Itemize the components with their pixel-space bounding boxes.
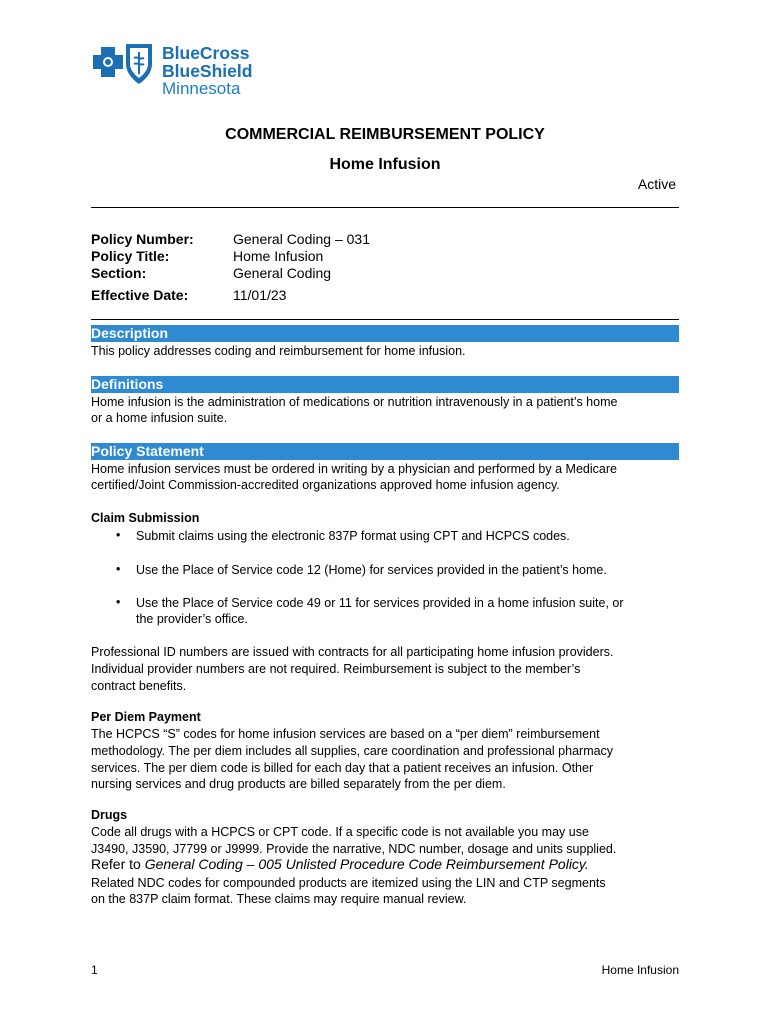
claim-bullet-2: Use the Place of Service code 12 (Home) for services provided in the patient’s home. <box>136 563 607 577</box>
policy-title-value: Home Infusion <box>233 248 324 264</box>
policy-statement-heading: Policy Statement <box>91 443 679 460</box>
referenced-policy: General Coding – 005 Unlisted Procedure Code Reimbursement Policy. <box>144 856 589 872</box>
section-label: Section: <box>91 265 147 281</box>
drugs-line-2: J3490, J3590, J7799 or J9999. Provide the narrative, NDC number, dosage and units supplied. <box>91 842 617 856</box>
divider-meta <box>91 319 679 320</box>
effective-date-label: Effective Date: <box>91 287 189 303</box>
bullet-glyph: • <box>116 595 121 609</box>
claim-bullet-1: Submit claims using the electronic 837P format using CPT and HCPCS codes. <box>136 529 570 543</box>
claim-bullet-3: Use the Place of Service code 49 or 11 for services provided in a home infusion suite, or <box>136 596 624 610</box>
claim-para-line-1: Professional ID numbers are issued with contracts for all participating home infusion providers. <box>91 645 614 659</box>
page-number: 1 <box>91 963 98 977</box>
policy-statement-line-2: certified/Joint Commission-accredited organizations approved home infusion agency. <box>91 478 560 492</box>
description-heading: Description <box>91 325 679 342</box>
drugs-line-1: Code all drugs with a HCPCS or CPT code. If a specific code is not available you may use <box>91 825 589 839</box>
drugs-refer-line <box>91 856 683 873</box>
divider-top <box>91 207 679 208</box>
drugs-line-4: Related NDC codes for compounded products are itemized using the LIN and CTP segments <box>91 876 606 890</box>
policy-number-value: General Coding – 031 <box>233 231 370 247</box>
definitions-line-2: or a home infusion suite. <box>91 411 228 425</box>
per-diem-line-4: nursing services and drug products are billed separately from the per diem. <box>91 777 506 791</box>
per-diem-line-3: services. The per diem code is billed for each day that a patient receives an infusion. Other <box>91 761 594 775</box>
blue-shield-icon <box>126 44 152 84</box>
section-value: General Coding <box>233 265 332 281</box>
claim-bullet-3-continued: the provider’s office. <box>136 612 248 626</box>
blue-cross-icon <box>93 47 123 77</box>
policy-number-label: Policy Number: <box>91 231 194 247</box>
policy-status: Active <box>637 176 676 192</box>
footer-doc-name: Home Infusion <box>601 963 679 977</box>
refer-prefix: Refer to <box>91 856 145 872</box>
per-diem-line-2: methodology. The per diem includes all supplies, care coordination and professional pharmacy <box>91 744 614 758</box>
document-subtitle: Home Infusion <box>329 156 441 173</box>
policy-title-label: Policy Title: <box>91 248 170 264</box>
description-text: This policy addresses coding and reimbursement for home infusion. <box>91 344 466 358</box>
bullet-glyph: • <box>116 528 121 542</box>
drugs-heading: Drugs <box>91 808 128 822</box>
logo-line-1: BlueCross <box>162 43 250 63</box>
definitions-line-1: Home infusion is the administration of medications or nutrition intravenously in a patient’s home <box>91 395 618 409</box>
policy-statement-line-1: Home infusion services must be ordered in writing by a physician and performed by a Medicare <box>91 462 617 476</box>
per-diem-heading: Per Diem Payment <box>91 710 201 724</box>
bluecross-blueshield-logo <box>90 40 160 90</box>
logo-line-2: BlueShield <box>162 61 253 81</box>
logo-line-3: Minnesota <box>162 79 241 98</box>
document-title: COMMERCIAL REIMBURSEMENT POLICY <box>225 126 545 143</box>
claim-para-line-2: Individual provider numbers are not required. Reimbursement is subject to the member’s <box>91 662 581 676</box>
per-diem-line-1: The HCPCS “S” codes for home infusion services are based on a “per diem” reimbursement <box>91 727 600 741</box>
drugs-line-5: on the 837P claim format. These claims may require manual review. <box>91 892 467 906</box>
claim-submission-heading: Claim Submission <box>91 511 200 525</box>
effective-date-value: 11/01/23 <box>233 287 287 303</box>
bullet-glyph: • <box>116 562 121 576</box>
logo-wordmark <box>162 44 252 98</box>
claim-para-line-3: contract benefits. <box>91 679 187 693</box>
definitions-heading: Definitions <box>91 376 679 393</box>
